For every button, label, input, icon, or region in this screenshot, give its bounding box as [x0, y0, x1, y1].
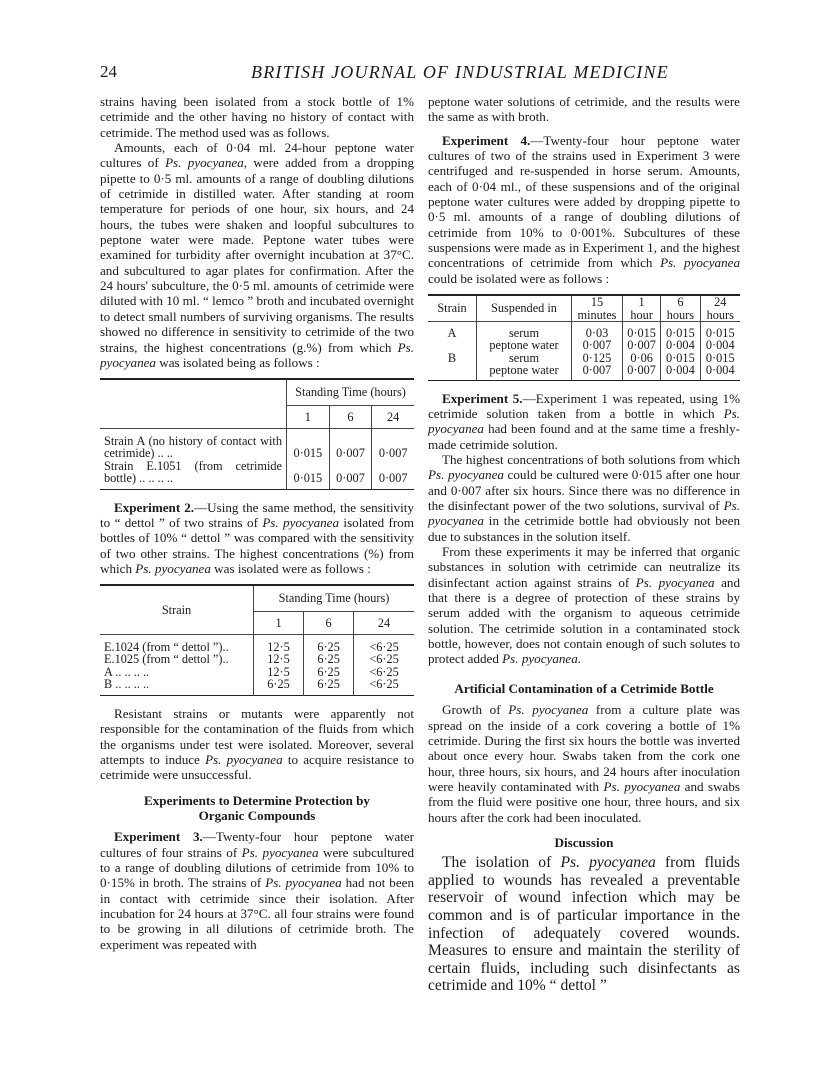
table-col-header: 6 — [329, 405, 372, 429]
section-heading: Experiments to Determine Protection by Organic Compounds — [144, 792, 370, 823]
table-row: B serum 0·125 0·06 0·015 0·015 — [428, 352, 740, 365]
table-group-header: Standing Time (hours) — [254, 585, 415, 611]
paragraph-discussion: The isolation of Ps. pyocyanea from fluids applied to wounds has revealed a preventable reservoir of wound infection which may be common and is of particular importance in the infection of adequately covered wounds. Measures to ensure and maintain the sterility of certain fluids, including such disinfectants as cetrimide and 10% “ dettol ” — [428, 854, 740, 995]
paragraph: Resistant strains or mutants were apparently not responsible for the contamination of the fluids from which the organisms under test were isolated. Moreover, several attempts to induce Ps. pyocyanea to acquire resistance to cetrimide were unsuccessful. — [100, 705, 414, 783]
row-label: Strain E.1051 (from cetrimide bottle) .. .. .. .. — [104, 458, 282, 486]
left-column — [100, 94, 414, 952]
paragraph: From these experiments it may be inferred that organic substances in solution with cetrimide can neutralize its disinfectant action against strains of Ps. pyocyanea and that there is a degree of protection of these strains by serum added with the organism to aqueous cetrimide solution. The cetrimide solution in a contaminated stock bottle, however, does not contain enough of such solutes to protect added Ps. pyocyanea. — [428, 544, 741, 667]
paragraph-experiment-2: Experiment 2.—Using the same method, the sensitivity to “ dettol ” of two strains of Ps. pyocyanea isolated from bottles of 10% “ dettol ” was compared with the sensitivity of two other strains. The highest concentrations (%) from which Ps. pyocyanea was isolated were as follows : — [100, 499, 414, 577]
paragraph: Amounts, each of 0·04 ml. 24-hour peptone water cultures of Ps. pyocyanea, were added from a dropping pipette to 0·5 ml. amounts of a range of doubling dilutions of cetrimide in distilled water. After standing at room temperature for periods of one hour, six hours, and 24 hours, the tubes were shaken and loopful subcultures to peptone water were made. Peptone water tubes were examined for turbidity after overnight incubation at 37°C. and subcultured to agar plates for confirmation. After the 24 hours' subculture, the 0·5 ml. amounts of cetrimide were diluted with 10 ml. “ lemco ” broth and incubated overnight to detect small numbers of surviving organisms. The results showed no difference in sensitivity to cetrimide of the two strains, the highest concentrations (g.%) from which Ps. pyocyanea was isolated being as follows : — [100, 140, 415, 370]
table-strain-sensitivity-cetrimide — [100, 378, 414, 490]
page-number: 24 — [100, 62, 117, 81]
paragraph-experiment-4: Experiment 4.—Twenty-four hour peptone water cultures of two of the strains used in Experiment 3 were centrifuged and re-suspended in horse serum. Amounts, each of 0·04 ml., of these suspensions and of the original peptone water cultures were added by dropping pipette to 0·5 ml. amounts of a range of doubling dilutions of cetrimide from 10% to 0·001%. Subcultures of these suspensions were made as in Experiment 1, and the highest concentrations of cetrimide from which Ps. pyocyanea could be isolated were as follows : — [428, 132, 741, 286]
table-row: A serum 0·03 0·015 0·015 0·015 — [428, 327, 740, 340]
table-col-header: 1 — [287, 405, 330, 429]
table-strain-sensitivity-dettol: Strain Standing Time (hours) 1 6 24 E.1024 (from “ dettol ”).. 12·5 6·25 <6·25 E.1025 (from “ dettol ”).. 12·5 6·25 <6·25 A .. .. .. .. 12·5 6·25 <6·25 B .. .. .. .. 6·25 6·25 <6·25 — [100, 584, 414, 696]
paragraph: strains having been isolated from a stock bottle of 1% cetrimide and the other having no history of contact with cetrimide. The method used was as follows. — [100, 94, 414, 140]
right-column — [428, 94, 740, 995]
paragraph: The highest concentrations of both solutions from which Ps. pyocyanea could be cultured were 0·015 after one hour and 0·007 after six hours. Since there was no difference in the disinfectant power of the two solutions, survival of Ps. pyocyanea in the cetrimide bottle had obviously not been due to substances in the solution itself. — [428, 452, 740, 544]
table-serum-protection: Strain Suspended in 15 minutes 1 hour 6 hours 24 hours A serum 0·03 0·015 0·015 0·015 peptone water 0·007 0·007 0·004 0·004 B serum 0·125 0·06 0·015 0·015 peptone water 0·007 0·007 0·004 0·004 — [428, 294, 740, 381]
paragraph-experiment-5: Experiment 5.—Experiment 1 was repeated, using 1% cetrimide solution taken from a bottle in which Ps. pyocyanea had been found and at the same time a freshly-made cetrimide solution. — [428, 390, 740, 452]
journal-title: BRITISH JOURNAL OF INDUSTRIAL MEDICINE — [251, 62, 669, 82]
table-col-header: 24 — [372, 405, 414, 429]
table-row: E.1024 (from “ dettol ”).. 12·5 6·25 <6·25 — [100, 641, 414, 654]
table-group-header: Standing Time (hours) — [287, 379, 415, 405]
paragraph: Growth of Ps. pyocyanea from a culture plate was spread on the inside of a cork covering a bottle of 1% cetrimide. During the first six hours the bottle was inverted about once every hour. Swabs taken from the cork one hour, three hours, six hours, and 24 hours after inoculation were heavily contaminated with Ps. pyocyanea and swabs from the fluid were positive one hour, three hours, and six hours after the cork had been inoculated. — [428, 702, 741, 825]
table-row: E.1025 (from “ dettol ”).. 12·5 6·25 <6·25 — [100, 653, 414, 666]
page-header — [100, 62, 740, 86]
table-row: B .. .. .. .. 6·25 6·25 <6·25 — [100, 678, 414, 695]
table-row: A .. .. .. .. 12·5 6·25 <6·25 — [100, 666, 414, 679]
paragraph-experiment-3: Experiment 3.—Twenty-four hour peptone water cultures of four strains of Ps. pyocyanea were subcultured to a range of doubling dilutions of cetrimide from 10% to 0·15% in broth. The strains of Ps. pyocyanea had not been in contact with cetrimide since their isolation. After incubation for 24 hours at 37°C. all four strains were found to be growing in all dilutions of cetrimide broth. The experiment was repeated with — [100, 829, 415, 952]
section-heading-discussion: Discussion — [554, 834, 614, 850]
table-row: peptone water 0·007 0·007 0·004 0·004 — [428, 339, 740, 352]
table-row: Strain E.1051 (from cetrimide bottle) .. .. .. .. 0·015 0·007 0·007 — [100, 460, 414, 490]
table-row: Strain A (no history of contact with cetrimide) .. .. 0·015 0·007 0·007 — [100, 435, 414, 460]
paragraph: peptone water solutions of cetrimide, and the results were the same as with broth. — [428, 94, 740, 125]
table-row: peptone water 0·007 0·007 0·004 0·004 — [428, 364, 740, 380]
row-label: Strain A (no history of contact with cetrimide) .. .. — [104, 433, 282, 461]
section-heading: Artificial Contamination of a Cetrimide Bottle — [454, 680, 714, 696]
table-col-header: Strain — [100, 585, 254, 635]
